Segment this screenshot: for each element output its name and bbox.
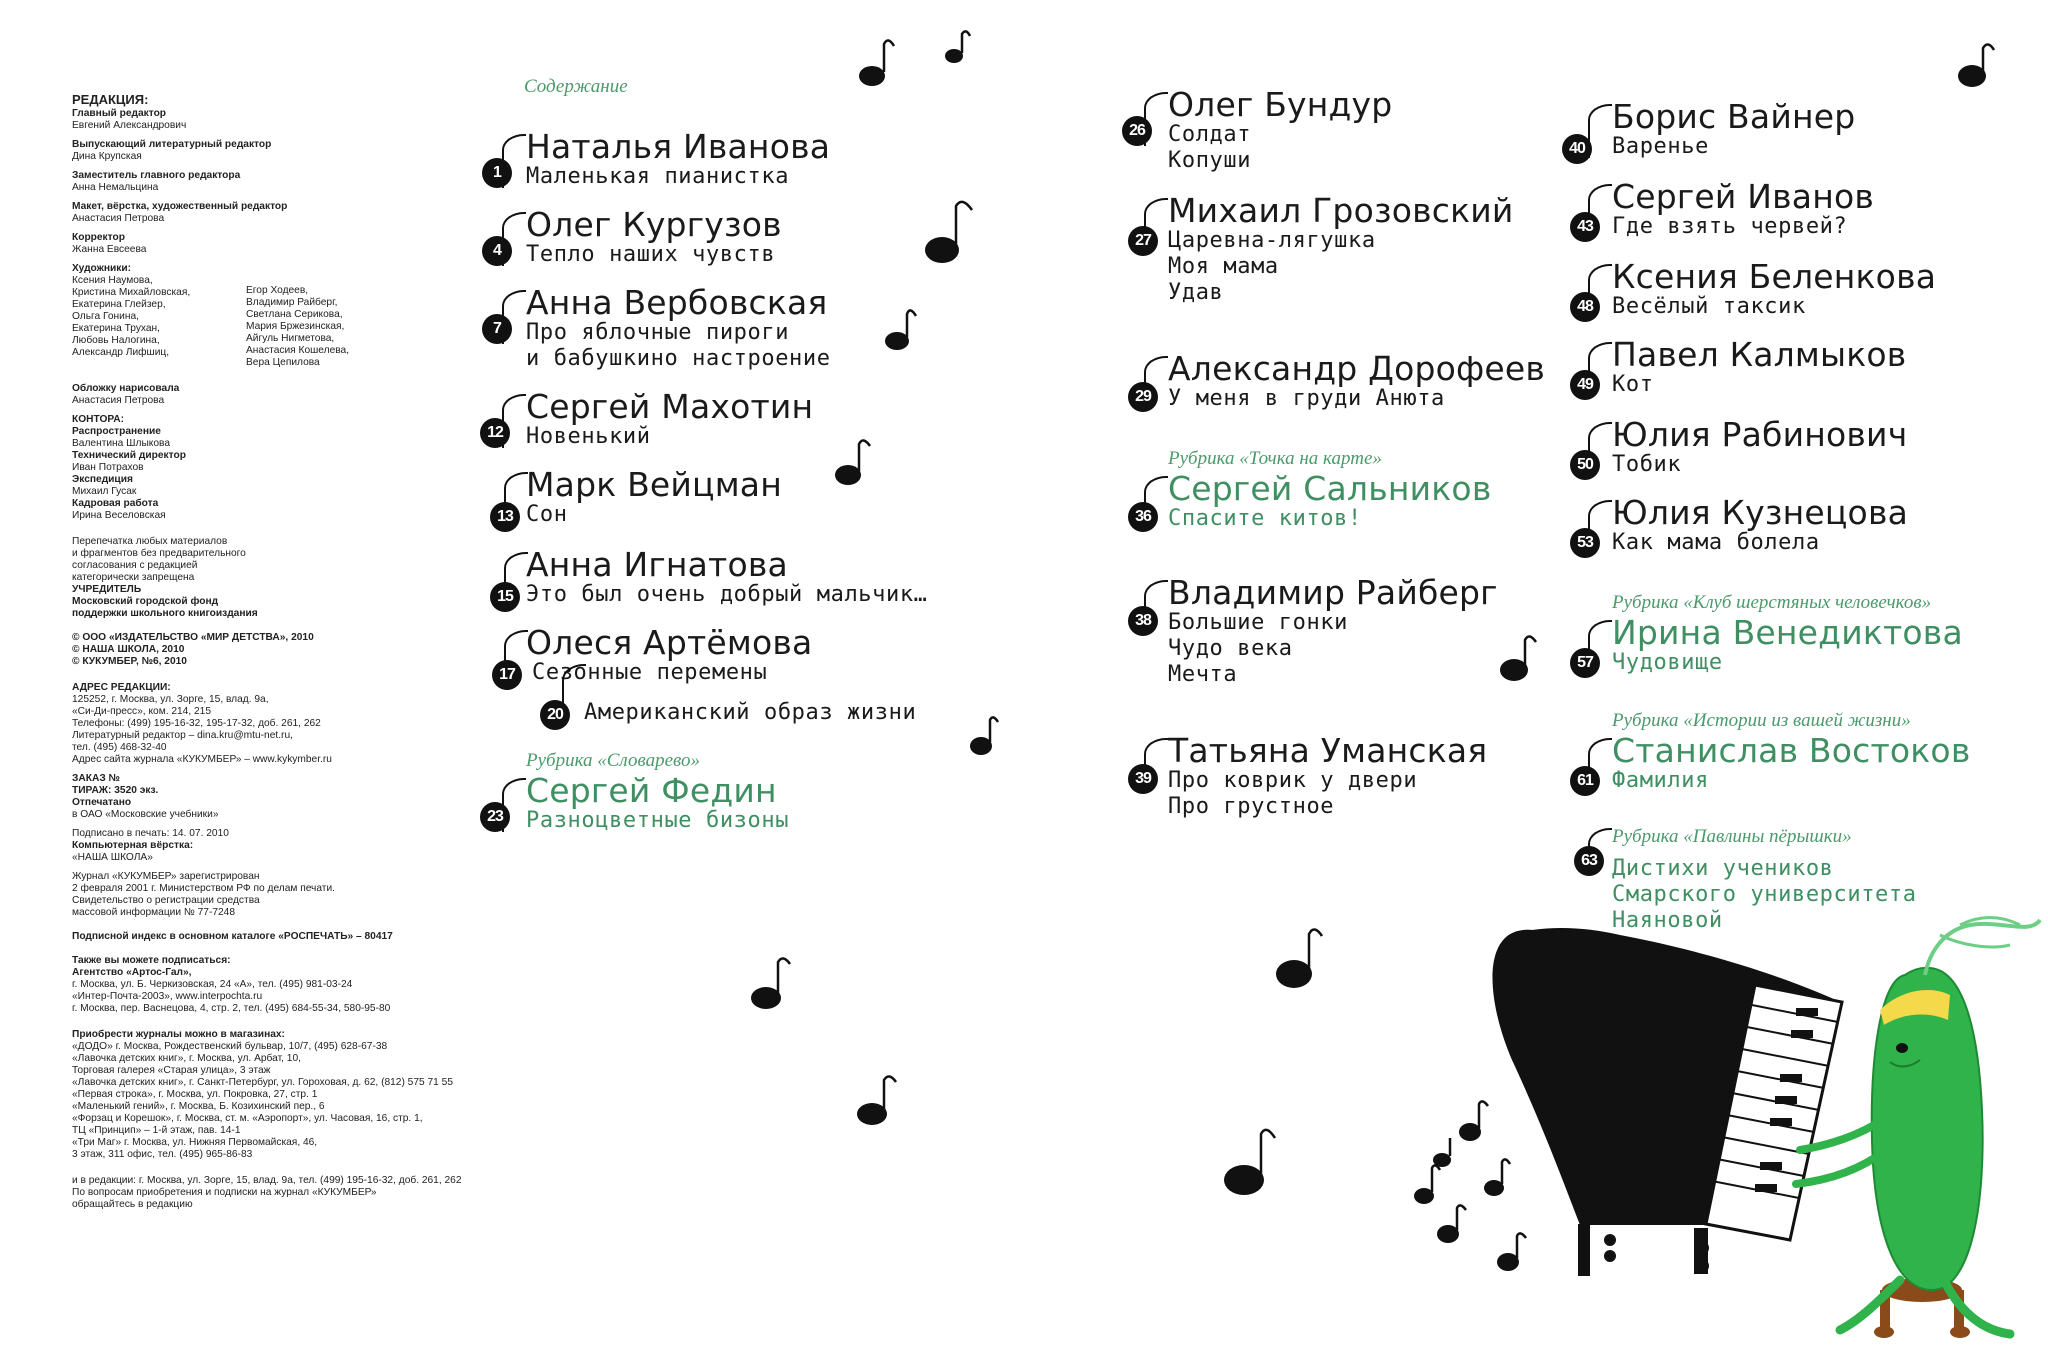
office-role: Распространение (72, 426, 161, 437)
office-name: Ирина Веселовская (72, 510, 166, 521)
registration-line: Журнал «КУКУМБЕР» зарегистрирован (72, 871, 260, 882)
page-badge: 48 (1570, 292, 1600, 322)
toc-work: и бабушкино настроение (526, 346, 831, 371)
shop-line: Торговая галерея «Старая улица», 3 этаж (72, 1065, 271, 1076)
rubric-label: Рубрика «Истории из вашей жизни» (1612, 710, 1911, 731)
toc-work: Чудо века (1168, 636, 1293, 661)
toc-works (1168, 228, 1376, 306)
music-note-icon (925, 202, 972, 263)
toc-author: Борис Вайнер (1612, 97, 1856, 136)
toc-works (526, 424, 651, 450)
toc-work: Царевна-лягушка (1168, 228, 1376, 253)
toc-works (1612, 856, 1917, 934)
toc-author: Олег Кургузов (526, 205, 782, 244)
shop-line: ТЦ «Принцип» – 1-й этаж, пав. 14-1 (72, 1125, 241, 1136)
toc-work: Про яблочные пироги (526, 320, 790, 345)
founder-line: поддержки школьного книгоиздания (72, 608, 258, 619)
staff-role: Корректор (72, 232, 125, 243)
toc-works (1168, 122, 1251, 174)
shop-line: 3 этаж, 311 офис, тел. (495) 965-86-83 (72, 1149, 253, 1160)
music-note-icon (1433, 1138, 1451, 1167)
toc-work: Смарского университета (1612, 882, 1917, 907)
imprint-title: РЕДАКЦИЯ: (72, 92, 149, 107)
toc-works (526, 808, 789, 834)
layout-name: «НАША ШКОЛА» (72, 852, 153, 863)
artist-name: Егор Ходеев, (246, 285, 309, 296)
artist-name: Айгуль Нигметова, (246, 333, 335, 344)
music-note-icon (1414, 1165, 1440, 1204)
toc-works (1612, 650, 1723, 676)
toc-author: Анна Вербовская (526, 283, 828, 322)
artist-name: Кристина Михайловская, (72, 287, 191, 298)
office-role: Кадровая работа (72, 498, 159, 509)
toc-work: Про грустное (1168, 794, 1335, 819)
address-line: «Си-Ди-пресс», ком. 214, 215 (72, 706, 212, 717)
artist-name: Ольга Гонина, (72, 311, 139, 322)
artist-name: Екатерина Глейзер, (72, 299, 166, 310)
cover-label: Обложку нарисовала (72, 383, 180, 394)
shop-line: «Форзац и Корешок», г. Москва, ст. м. «Аэропорт», ул. Часовая, 16, стр. 1, (72, 1113, 423, 1124)
artist-name: Владимир Райберг, (246, 297, 338, 308)
toc-works (1612, 372, 1654, 398)
signed-line: Подписано в печать: 14. 07. 2010 (72, 828, 229, 839)
registration-line: массовой информации № 77-7248 (72, 907, 236, 918)
toc-author: Михаил Грозовский (1168, 191, 1514, 230)
toc-work: Тепло наших чувств (526, 242, 776, 267)
artist-name: Екатерина Трухан, (72, 323, 161, 334)
toc-works (584, 700, 916, 726)
music-note-icon (1484, 1159, 1510, 1196)
staff-role: Макет, вёрстка, художественный редактор (72, 201, 288, 212)
address-line: 125252, г. Москва, ул. Зорге, 15, влад. 9а, (72, 694, 269, 705)
staff-name: Дина Крупская (72, 151, 142, 162)
toc-work: Весёлый таксик (1612, 294, 1806, 319)
shop-line: «Лавочка детских книг», г. Санкт-Петербург, ул. Гороховая, д. 62, (812) 575 71 55 (72, 1077, 454, 1088)
toc-works (526, 582, 928, 608)
toc-author: Станислав Востоков (1612, 731, 1971, 770)
page-badge: 17 (492, 660, 522, 690)
staff-role: Выпускающий литературный редактор (72, 139, 272, 150)
music-note-icon (562, 664, 586, 706)
toc-work: Дистихи учеников (1612, 856, 1834, 881)
toc-works (1168, 610, 1348, 688)
toc-work: Фамилия (1612, 768, 1709, 793)
artist-name: Анастасия Кошелева, (246, 345, 350, 356)
reprint-line: согласования с редакцией (72, 560, 198, 571)
music-note-icon (835, 440, 870, 485)
toc-author: Сергей Федин (526, 771, 777, 810)
page-badge: 53 (1570, 528, 1600, 558)
address-line: Литературный редактор – dina.kru@mtu-net.ru, (72, 730, 293, 741)
subscribe-line: г. Москва, пер. Васнецова, 4, стр. 2, тел. (495) 684-55-34, 580-95-80 (72, 1003, 391, 1014)
music-note-icon (1500, 636, 1536, 681)
music-note-icon (1958, 44, 1994, 87)
toc-author: Ксения Беленкова (1612, 257, 1937, 296)
artist-name: Любовь Налогина, (72, 335, 160, 346)
office-role: Технический директор (72, 450, 186, 461)
toc-author: Наталья Иванова (526, 127, 831, 166)
page-badge: 29 (1128, 382, 1158, 412)
toc-author: Павел Калмыков (1612, 335, 1907, 374)
address-line: тел. (495) 468-32-40 (72, 742, 167, 753)
order-line: в ОАО «Московские учебники» (72, 809, 219, 820)
office-name: Валентина Шлыкова (72, 438, 170, 449)
page-badge: 57 (1570, 648, 1600, 678)
toc-works (526, 164, 789, 190)
page-badge: 13 (490, 502, 520, 532)
music-note-icon (1497, 1233, 1526, 1271)
artists-label: Художники: (72, 263, 132, 274)
toc-work: Как мама болела (1612, 530, 1820, 555)
page-badge: 39 (1128, 764, 1158, 794)
toc-work: Маленькая пианистка (526, 164, 790, 189)
subscribe-line: «Интер-Почта-2003», www.interpochta.ru (72, 991, 263, 1002)
page-badge: 12 (480, 418, 510, 448)
page-badge: 27 (1128, 226, 1158, 256)
shop-line: «Маленький гений», г. Москва, Б. Козихинский пер., 6 (72, 1101, 325, 1112)
shop-line: «ДОДО» г. Москва, Рождественский бульвар, 10/7, (495) 628-67-38 (72, 1041, 388, 1052)
toc-work: Спасите китов! (1168, 506, 1362, 531)
address-line: Адрес сайта журнала «КУКУМБЕР» – www.kykymber.ru (72, 754, 332, 765)
toc-work: Солдат (1168, 122, 1252, 147)
office-role: Экспедиция (72, 474, 133, 485)
toc-works (1612, 294, 1806, 320)
toc-work: Американский образ жизни (584, 700, 917, 725)
toc-title: Содержание (524, 76, 628, 97)
page-badge: 4 (482, 236, 512, 266)
founder-label: УЧРЕДИТЕЛЬ (72, 584, 142, 595)
shop-line: «Три Маг» г. Москва, ул. Нижняя Первомайская, 46, (72, 1137, 318, 1148)
index-line: Подписной индекс в основном каталоге «РОСПЕЧАТЬ» – 80417 (72, 931, 393, 942)
page-badge: 40 (1562, 134, 1592, 164)
toc-works (1612, 768, 1709, 794)
toc-work: Кот (1612, 372, 1654, 397)
toc-work: Разноцветные бизоны (526, 808, 790, 833)
staff-name: Жанна Евсеева (72, 244, 147, 255)
toc-works (1168, 768, 1417, 820)
page-badge: 50 (1570, 450, 1600, 480)
toc-work: Наяновой (1612, 908, 1723, 933)
page-badge: 26 (1122, 116, 1152, 146)
rubric-label: Рубрика «Павлины пёрышки» (1612, 826, 1852, 847)
page-badge: 63 (1574, 846, 1604, 876)
music-note-icon (1459, 1101, 1488, 1141)
toc-work: Мечта (1168, 662, 1238, 687)
toc-works (1612, 214, 1847, 240)
toc-works (526, 502, 568, 528)
toc-author: Сергей Сальников (1168, 469, 1492, 508)
toc-work: Новенький (526, 424, 651, 449)
subscribe-line: Также вы можете подписаться: (72, 955, 231, 966)
toc-work: Большие гонки (1168, 610, 1348, 635)
music-note-icon (1224, 1130, 1275, 1195)
reprint-line: Перепечатка любых материалов (72, 536, 228, 547)
toc-work: Моя мама (1168, 254, 1279, 279)
toc-author: Сергей Махотин (526, 387, 814, 426)
page-badge: 1 (482, 158, 512, 188)
editorial-line: и в редакции: г. Москва, ул. Зорге, 15, влад. 9а, тел. (499) 195-16-32, доб. 261, 262 (72, 1175, 462, 1186)
copyright-line: © ООО «ИЗДАТЕЛЬСТВО «МИР ДЕТСТВА», 2010 (72, 632, 314, 643)
toc-author: Анна Игнатова (526, 545, 788, 584)
toc-work: Удав (1168, 280, 1224, 305)
music-note-icon (857, 1076, 896, 1125)
staff-role: Заместитель главного редактора (72, 170, 241, 181)
page-badge: 20 (540, 700, 570, 730)
artist-name: Ксения Наумова, (72, 275, 153, 286)
toc-work: Копуши (1168, 148, 1252, 173)
music-note-icon (1276, 929, 1322, 988)
reprint-line: категорически запрещена (72, 572, 195, 583)
toc-work: Про коврик у двери (1168, 768, 1418, 793)
staff-name: Евгений Александрович (72, 120, 187, 131)
cover-name: Анастасия Петрова (72, 395, 165, 406)
address-label: АДРЕС РЕДАКЦИИ: (72, 682, 171, 693)
toc-works (526, 320, 831, 372)
toc-author: Марк Вейцман (526, 465, 783, 504)
toc-work: Сон (526, 502, 568, 527)
office-name: Михаил Гусак (72, 486, 137, 497)
toc-work: Варенье (1612, 134, 1709, 159)
toc-author: Александр Дорофеев (1168, 349, 1546, 388)
registration-line: 2 февраля 2001 г. Министерством РФ по делам печати. (72, 883, 335, 894)
reprint-line: и фрагментов без предварительного (72, 548, 246, 559)
rubric-label: Рубрика «Клуб шерстяных человечков» (1612, 592, 1932, 613)
artist-name: Вера Цепилова (246, 357, 320, 368)
grand-piano-icon (1493, 928, 1842, 1276)
toc-works (1168, 386, 1445, 412)
toc-author: Олеся Артёмова (526, 623, 813, 662)
address-line: Телефоны: (499) 195-16-32, 195-17-32, доб. 261, 262 (72, 718, 321, 729)
toc-author: Ирина Венедиктова (1612, 613, 1963, 652)
copyright-line: © КУКУМБЕР, №6, 2010 (72, 656, 187, 667)
toc-works (1168, 506, 1362, 532)
toc-author: Владимир Райберг (1168, 573, 1498, 612)
page-badge: 61 (1570, 766, 1600, 796)
page-badge: 49 (1570, 370, 1600, 400)
subscribe-line: Агентство «Артос-Гал», (72, 967, 192, 978)
cucumber-character (1796, 918, 2040, 1339)
copyright-line: © НАША ШКОЛА, 2010 (72, 644, 185, 655)
music-note-icon (859, 40, 894, 86)
toc-author: Юлия Кузнецова (1612, 493, 1909, 532)
staff-name: Анна Немальцина (72, 182, 159, 193)
shop-line: «Лавочка детских книг», г. Москва, ул. Арбат, 10, (72, 1053, 301, 1064)
toc-work: У меня в груди Анюта (1168, 386, 1445, 411)
shop-line: «Первая строка», г. Москва, ул. Покровка, 27, стр. 1 (72, 1089, 318, 1100)
toc-work: Чудовище (1612, 650, 1723, 675)
toc-work: Где взять червей? (1612, 214, 1848, 239)
music-note-icon (970, 717, 998, 755)
founder-line: Московский городской фонд (72, 596, 219, 607)
artist-name: Александр Лифшиц, (72, 347, 170, 358)
office-name: Иван Потрахов (72, 462, 144, 473)
editorial-line: По вопросам приобретения и подписки на журнал «КУКУМБЕР» (72, 1187, 377, 1198)
staff-role: Главный редактор (72, 108, 167, 119)
subscribe-line: г. Москва, ул. Б. Черкизовская, 24 «А», тел. (495) 981-03-24 (72, 979, 353, 990)
music-note-icon (945, 31, 970, 63)
toc-works (1612, 530, 1820, 556)
registration-line: Свидетельство о регистрации средства (72, 895, 260, 906)
toc-author: Олег Бундур (1168, 85, 1393, 124)
page-badge: 7 (482, 314, 512, 344)
toc-works (526, 242, 775, 268)
toc-work: Сезонные перемены (532, 660, 768, 685)
order-line: ЗАКАЗ № (72, 773, 120, 784)
staff-name: Анастасия Петрова (72, 213, 165, 224)
artist-name: Мария Бржезинская, (246, 321, 345, 332)
rubric-label: Рубрика «Словарево» (526, 750, 700, 771)
toc-work: Тобик (1612, 452, 1682, 477)
music-note-icon (885, 310, 916, 350)
shop-line: Приобрести журналы можно в магазинах: (72, 1029, 285, 1040)
toc-work: Это был очень добрый мальчик… (526, 582, 928, 607)
artist-name: Светлана Серикова, (246, 309, 343, 320)
toc-author: Татьяна Уманская (1168, 731, 1488, 770)
toc-works (1612, 134, 1709, 160)
layout-label: Компьютерная вёрстка: (72, 840, 194, 851)
toc-works (1612, 452, 1681, 478)
page-badge: 43 (1570, 212, 1600, 242)
page-badge: 15 (490, 582, 520, 612)
order-line: Отпечатано (72, 797, 132, 808)
page-badge: 36 (1128, 502, 1158, 532)
rubric-label: Рубрика «Точка на карте» (1168, 448, 1382, 469)
editorial-line: обращайтесь в редакцию (72, 1199, 193, 1210)
toc-author: Сергей Иванов (1612, 177, 1875, 216)
page-badge: 38 (1128, 606, 1158, 636)
page-badge: 23 (480, 802, 510, 832)
toc-author: Юлия Рабинович (1612, 415, 1908, 454)
music-note-icon (751, 958, 790, 1009)
order-line: ТИРАЖ: 3520 экз. (72, 785, 159, 796)
office-title: КОНТОРА: (72, 414, 125, 425)
music-note-icon (1437, 1205, 1466, 1243)
